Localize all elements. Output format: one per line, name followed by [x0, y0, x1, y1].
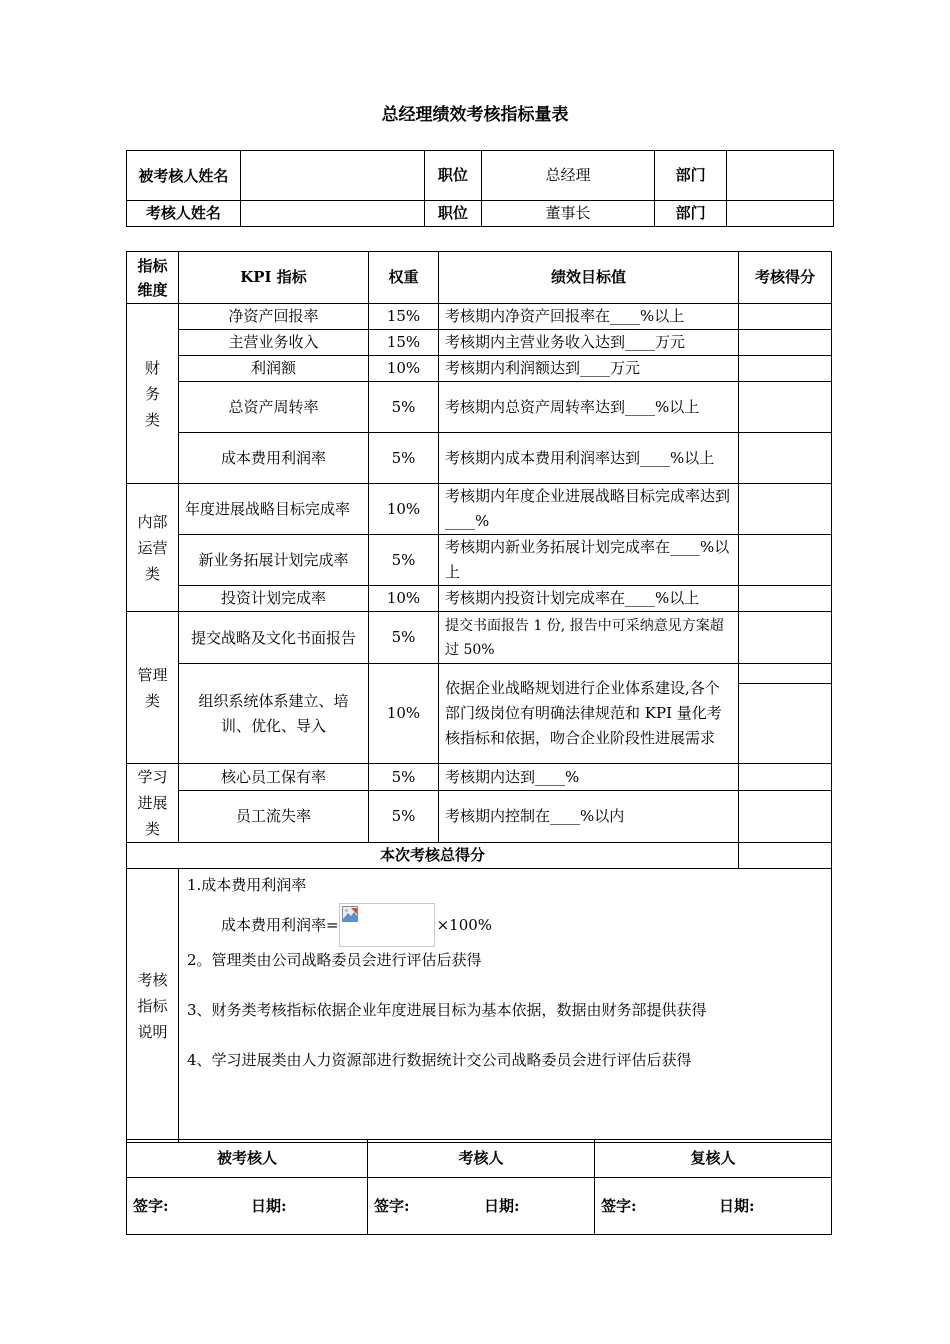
- dimension-operations: 内部运营类: [127, 484, 179, 612]
- kpi-weight: 5%: [369, 612, 439, 664]
- date-label: 日期:: [251, 1196, 287, 1215]
- kpi-score-field[interactable]: [739, 664, 832, 764]
- signoff-assessor-heading: 考核人: [368, 1140, 595, 1178]
- kpi-target: 考核期内主营业务收入达到____万元: [439, 330, 739, 356]
- formula-suffix: ×100%: [436, 915, 493, 934]
- kpi-score-field[interactable]: [739, 304, 832, 330]
- sign-label: 签字:: [601, 1196, 637, 1215]
- kpi-weight: 5%: [369, 433, 439, 484]
- note-line-2: 2。管理类由公司战略委员会进行评估后获得: [187, 951, 482, 969]
- kpi-name: 核心员工保有率: [179, 764, 369, 791]
- kpi-weight: 15%: [369, 304, 439, 330]
- kpi-weight: 10%: [369, 356, 439, 382]
- kpi-score-field[interactable]: [739, 586, 832, 612]
- position-label: 职位: [424, 201, 481, 227]
- notes-content: [179, 869, 832, 1143]
- kpi-target: 考核期内利润额达到____万元: [439, 356, 739, 382]
- kpi-weight: 10%: [369, 484, 439, 535]
- kpi-target: 提交书面报告 1 份, 报告中可采纳意见方案超过 50%: [439, 612, 739, 664]
- kpi-name: 成本费用利润率: [179, 433, 369, 484]
- kpi-name: 员工流失率: [179, 791, 369, 843]
- assessor-name-field[interactable]: [240, 201, 424, 227]
- kpi-score-field[interactable]: [739, 612, 832, 664]
- signoff-table: [126, 1139, 832, 1235]
- date-label: 日期:: [719, 1196, 755, 1215]
- kpi-name: 利润额: [179, 356, 369, 382]
- score-divider: [739, 664, 831, 684]
- assessee-department-field[interactable]: [727, 151, 834, 201]
- kpi-score-field[interactable]: [739, 764, 832, 791]
- kpi-target: 考核期内净资产回报率在____%以上: [439, 304, 739, 330]
- assessor-name-label: 考核人姓名: [127, 201, 241, 227]
- broken-image-icon: [342, 906, 358, 922]
- kpi-name: 投资计划完成率: [179, 586, 369, 612]
- date-label: 日期:: [484, 1196, 520, 1215]
- kpi-target: 依据企业战略规划进行企业体系建设,各个部门级岗位有明确法律规范和 KPI 量化考核指标和依据，吻合企业阶段性进展需求: [439, 664, 739, 764]
- department-label: 部门: [654, 201, 726, 227]
- kpi-target: 考核期内总资产周转率达到____%以上: [439, 382, 739, 433]
- formula-image-placeholder: [339, 903, 435, 947]
- signoff-assessee-heading: 被考核人: [127, 1140, 368, 1178]
- kpi-table: [126, 251, 832, 1143]
- kpi-score-field[interactable]: [739, 484, 832, 535]
- position-label: 职位: [424, 151, 481, 201]
- header-target: 绩效目标值: [439, 252, 739, 304]
- kpi-target: 考核期内成本费用利润率达到____%以上: [439, 433, 739, 484]
- header-info-table: [126, 150, 834, 227]
- signoff-assessor-cell[interactable]: [368, 1178, 595, 1235]
- department-label: 部门: [654, 151, 726, 201]
- kpi-target: 考核期内投资计划完成率在____%以上: [439, 586, 739, 612]
- assessee-name-label: 被考核人姓名: [127, 151, 241, 201]
- page-title: 总经理绩效考核指标量表: [381, 105, 569, 125]
- kpi-name: 主营业务收入: [179, 330, 369, 356]
- note-line-1: 1.成本费用利润率: [187, 876, 307, 894]
- notes-label: 考核指标说明: [127, 869, 179, 1143]
- kpi-score-field[interactable]: [739, 330, 832, 356]
- kpi-weight: 15%: [369, 330, 439, 356]
- kpi-name: 提交战略及文化书面报告: [179, 612, 369, 664]
- assessee-position-value: 总经理: [481, 151, 654, 201]
- note-line-4: 4、学习进展类由人力资源部进行数据统计交公司战略委员会进行评估后获得: [187, 1051, 692, 1069]
- kpi-target: 考核期内年度企业进展战略目标完成率达到____%: [439, 484, 739, 535]
- header-weight: 权重: [369, 252, 439, 304]
- kpi-weight: 5%: [369, 535, 439, 586]
- header-dimension: 指标维度: [127, 252, 179, 304]
- assessor-position-value: 董事长: [481, 201, 654, 227]
- sign-label: 签字:: [374, 1196, 410, 1215]
- kpi-weight: 5%: [369, 791, 439, 843]
- header-score: 考核得分: [739, 252, 832, 304]
- sign-label: 签字:: [133, 1196, 169, 1215]
- kpi-score-field[interactable]: [739, 535, 832, 586]
- formula: [187, 902, 823, 948]
- kpi-weight: 5%: [369, 764, 439, 791]
- kpi-name: 新业务拓展计划完成率: [179, 535, 369, 586]
- assessee-name-field[interactable]: [240, 151, 424, 201]
- kpi-weight: 10%: [369, 664, 439, 764]
- kpi-name: 组织系统体系建立、培训、优化、导入: [179, 664, 369, 764]
- total-score-field[interactable]: [739, 843, 832, 869]
- kpi-target: 考核期内控制在____%以内: [439, 791, 739, 843]
- kpi-score-field[interactable]: [739, 791, 832, 843]
- signoff-reviewer-cell[interactable]: [595, 1178, 832, 1235]
- kpi-score-field[interactable]: [739, 356, 832, 382]
- kpi-target: 考核期内新业务拓展计划完成率在____%以上: [439, 535, 739, 586]
- kpi-weight: 5%: [369, 382, 439, 433]
- kpi-weight: 10%: [369, 586, 439, 612]
- dimension-finance: 财务类: [127, 304, 179, 484]
- dimension-management: 管理类: [127, 612, 179, 764]
- dimension-learning: 学习进展类: [127, 764, 179, 843]
- note-line-3: 3、财务类考核指标依据企业年度进展目标为基本依据，数据由财务部提供获得: [187, 1001, 707, 1019]
- kpi-name: 总资产周转率: [179, 382, 369, 433]
- kpi-score-field[interactable]: [739, 382, 832, 433]
- header-kpi: KPI 指标: [179, 252, 369, 304]
- signoff-assessee-cell[interactable]: [127, 1178, 368, 1235]
- signoff-reviewer-heading: 复核人: [595, 1140, 832, 1178]
- kpi-name: 年度进展战略目标完成率: [179, 484, 369, 535]
- formula-prefix: 成本费用利润率=: [221, 915, 339, 934]
- total-score-label: 本次考核总得分: [127, 843, 739, 869]
- kpi-score-field[interactable]: [739, 433, 832, 484]
- kpi-name: 净资产回报率: [179, 304, 369, 330]
- assessor-department-field[interactable]: [727, 201, 834, 227]
- kpi-target: 考核期内达到____%: [439, 764, 739, 791]
